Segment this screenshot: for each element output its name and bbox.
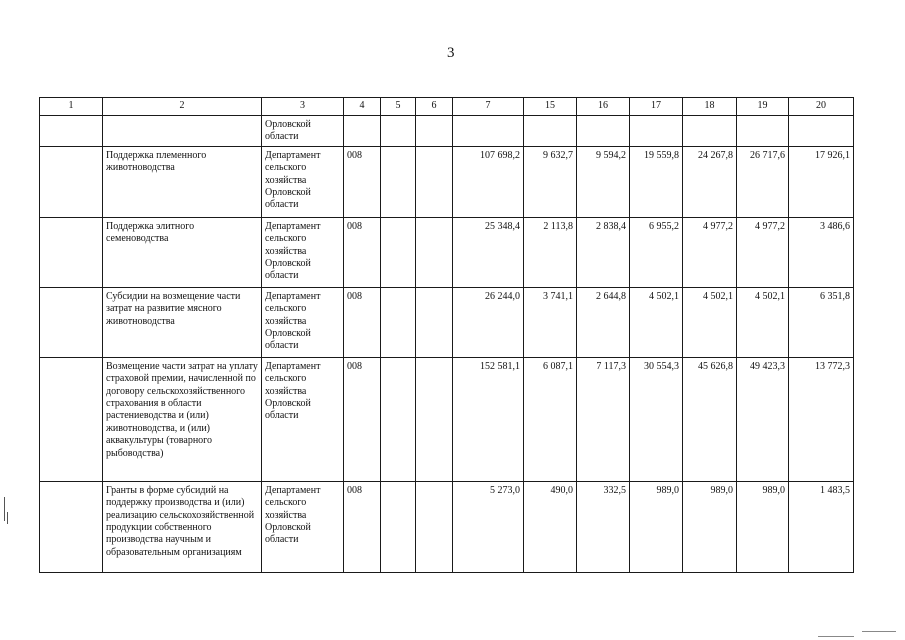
cell-code: 008 [344, 481, 381, 572]
cell-value: 107 698,2 [453, 146, 524, 217]
cell-empty [416, 116, 453, 147]
cell-value: 24 267,8 [683, 146, 737, 217]
cell-measure-name: Субсидии на возмещение части затрат на развитие мясного животноводства [103, 287, 262, 357]
cell-code: 008 [344, 217, 381, 287]
scan-mark [862, 631, 896, 632]
column-header: 3 [262, 98, 344, 116]
cell-measure-name: Возмещение части затрат на уплату страховой премии, начисленной по договору сельскохозяйственного страхования в области растениеводства и (или) животноводства, и (или) аквакультуры (товарного рыбоводства) [103, 357, 262, 481]
cell-empty [381, 357, 416, 481]
cell-value [683, 116, 737, 147]
cell-value: 332,5 [577, 481, 630, 572]
cell-col1 [40, 357, 103, 481]
scan-mark [7, 512, 8, 524]
budget-table [39, 97, 854, 573]
column-header: 6 [416, 98, 453, 116]
cell-code: 008 [344, 146, 381, 217]
column-header: 19 [737, 98, 789, 116]
cell-value [789, 116, 854, 147]
cell-value: 4 977,2 [737, 217, 789, 287]
cell-col1 [40, 116, 103, 147]
cell-col1 [40, 146, 103, 217]
cell-empty [381, 146, 416, 217]
table-body [40, 116, 854, 573]
cell-value: 9 594,2 [577, 146, 630, 217]
cell-value: 19 559,8 [630, 146, 683, 217]
cell-value [737, 116, 789, 147]
cell-value: 152 581,1 [453, 357, 524, 481]
cell-empty [381, 217, 416, 287]
cell-measure-name: Гранты в форме субсидий на поддержку производства и (или) реализацию сельскохозяйственной продукции собственного производства научным и образовательным организациям [103, 481, 262, 572]
cell-value: 989,0 [737, 481, 789, 572]
cell-value: 45 626,8 [683, 357, 737, 481]
cell-value: 13 772,3 [789, 357, 854, 481]
page-number: 3 [447, 45, 455, 61]
cell-code: 008 [344, 287, 381, 357]
cell-value: 1 483,5 [789, 481, 854, 572]
column-header: 4 [344, 98, 381, 116]
cell-col1 [40, 217, 103, 287]
cell-value: 49 423,3 [737, 357, 789, 481]
table-row [40, 116, 854, 147]
cell-executor: Департамент сельского хозяйства Орловской области [262, 287, 344, 357]
cell-empty [381, 116, 416, 147]
cell-executor: Орловской области [262, 116, 344, 147]
cell-executor: Департамент сельского хозяйства Орловской области [262, 481, 344, 572]
cell-value: 17 926,1 [789, 146, 854, 217]
cell-code [344, 116, 381, 147]
cell-value: 6 955,2 [630, 217, 683, 287]
cell-empty [381, 287, 416, 357]
cell-value: 2 644,8 [577, 287, 630, 357]
cell-measure-name: Поддержка племенного животноводства [103, 146, 262, 217]
cell-empty [416, 481, 453, 572]
cell-value: 5 273,0 [453, 481, 524, 572]
cell-executor: Департамент сельского хозяйства Орловской области [262, 217, 344, 287]
cell-measure-name: Поддержка элитного семеноводства [103, 217, 262, 287]
cell-empty [416, 146, 453, 217]
cell-value: 989,0 [630, 481, 683, 572]
cell-value: 26 717,6 [737, 146, 789, 217]
column-header: 16 [577, 98, 630, 116]
cell-executor: Департамент сельского хозяйства Орловской области [262, 357, 344, 481]
table-row [40, 217, 854, 287]
cell-value: 4 502,1 [737, 287, 789, 357]
cell-empty [416, 217, 453, 287]
cell-empty [416, 287, 453, 357]
column-header: 15 [524, 98, 577, 116]
cell-empty [416, 357, 453, 481]
cell-empty [381, 481, 416, 572]
cell-value: 4 502,1 [683, 287, 737, 357]
cell-value: 26 244,0 [453, 287, 524, 357]
cell-value: 30 554,3 [630, 357, 683, 481]
scan-mark [818, 636, 854, 637]
cell-value: 3 741,1 [524, 287, 577, 357]
cell-value: 989,0 [683, 481, 737, 572]
column-header: 17 [630, 98, 683, 116]
cell-executor: Департамент сельского хозяйства Орловской области [262, 146, 344, 217]
cell-value: 490,0 [524, 481, 577, 572]
cell-value: 4 502,1 [630, 287, 683, 357]
column-header: 7 [453, 98, 524, 116]
cell-value: 9 632,7 [524, 146, 577, 217]
table-row [40, 146, 854, 217]
cell-value [524, 116, 577, 147]
cell-value: 7 117,3 [577, 357, 630, 481]
cell-value: 4 977,2 [683, 217, 737, 287]
column-header: 5 [381, 98, 416, 116]
column-header: 1 [40, 98, 103, 116]
cell-value [630, 116, 683, 147]
cell-value: 6 351,8 [789, 287, 854, 357]
cell-value [453, 116, 524, 147]
column-header: 2 [103, 98, 262, 116]
column-header: 18 [683, 98, 737, 116]
cell-value: 25 348,4 [453, 217, 524, 287]
scan-mark [4, 497, 5, 521]
cell-value [577, 116, 630, 147]
cell-value: 2 838,4 [577, 217, 630, 287]
cell-code: 008 [344, 357, 381, 481]
table-row [40, 287, 854, 357]
table-row [40, 481, 854, 572]
cell-col1 [40, 481, 103, 572]
column-header: 20 [789, 98, 854, 116]
cell-col1 [40, 287, 103, 357]
table-row [40, 357, 854, 481]
cell-value: 2 113,8 [524, 217, 577, 287]
cell-measure-name [103, 116, 262, 147]
cell-value: 3 486,6 [789, 217, 854, 287]
cell-value: 6 087,1 [524, 357, 577, 481]
header-row [40, 98, 854, 116]
